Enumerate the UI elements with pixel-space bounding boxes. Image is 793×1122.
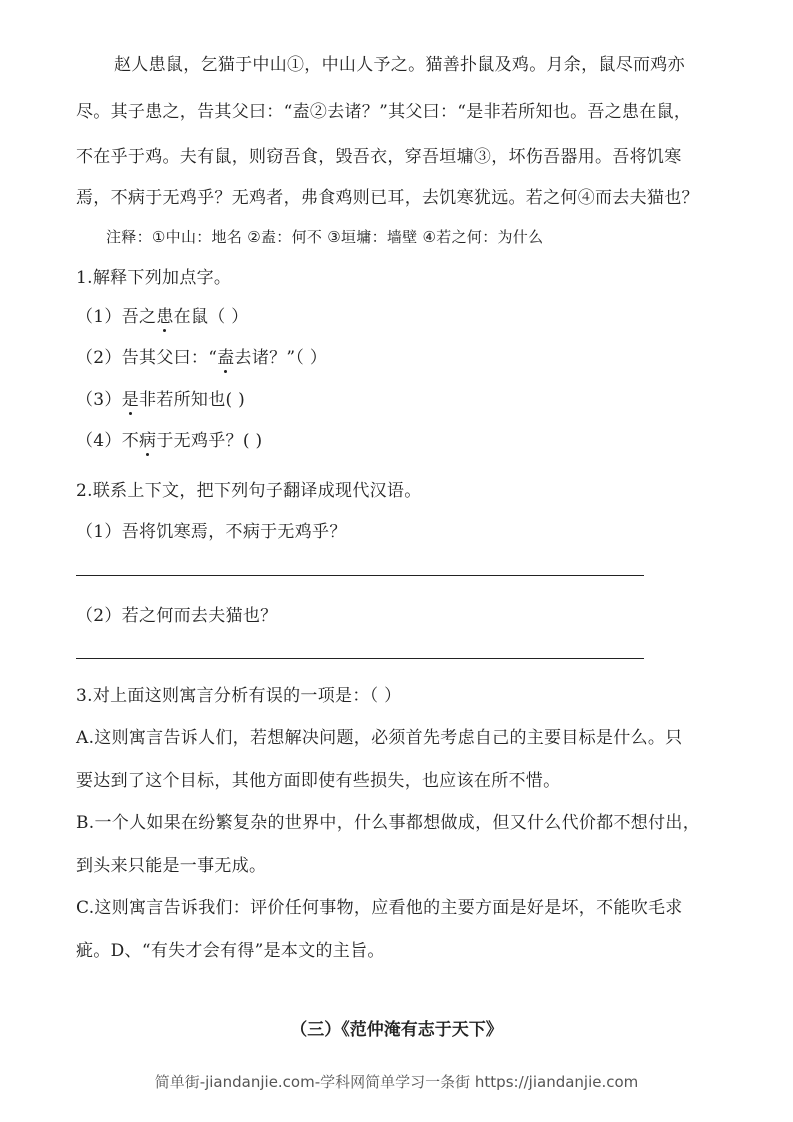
question-1-title: 1.解释下列加点字。	[76, 268, 232, 288]
question-3-title: 3.对上面这则寓言分析有误的一项是：（ ）	[76, 686, 402, 706]
option-line: 疵。D、“有失才会有得”是本文的主旨。	[76, 941, 385, 961]
section-title: （三）《范仲淹有志于天下》	[290, 1020, 503, 1040]
item-text: （1）吾之	[76, 307, 157, 327]
item-text: 在鼠（ ）	[173, 307, 249, 327]
option-line: B.一个人如果在纷繁复杂的世界中，什么事都想做成，但又什么代价都不想付出，	[76, 813, 700, 833]
dotted-char: 是	[121, 390, 140, 410]
item-text: （3）	[76, 390, 122, 410]
question-1-item	[76, 343, 327, 368]
option-line: C.这则寓言告诉我们：评价任何事物，应看他的主要方面是好是坏，不能吹毛求	[76, 898, 683, 918]
annotations: 注释：①中山：地名 ②盍：何不 ③垣墉：墙壁 ④若之何：为什么	[106, 228, 544, 246]
question-2-item: （2）若之何而去夫猫也？	[76, 606, 278, 626]
passage-line: 焉，不病于无鸡乎？无鸡者，弗食鸡则已耳，去饥寒犹远。若之何④而去夫猫也？	[76, 188, 699, 208]
passage-line: 不在乎于鸡。夫有鼠，则窃吾食，毁吾衣，穿吾垣墉③，坏伤吾器用。吾将饥寒	[76, 147, 682, 167]
dotted-char: 病	[139, 431, 157, 451]
footer-watermark: 简单街-jiandanjie.com-学科网简单学习一条街 https://jiandanjie.com	[154, 1073, 639, 1091]
dotted-char: 患	[156, 307, 174, 327]
question-1-item	[76, 426, 262, 451]
option-line: 到头来只能是一事无成。	[76, 856, 267, 876]
passage-line: 尽。其子患之，告其父曰：“盍②去诸？”其父曰：“是非若所知也。吾之患在鼠，	[76, 102, 692, 122]
item-text: 于无鸡乎？( )	[156, 431, 263, 451]
answer-line	[76, 575, 644, 576]
question-1-item	[76, 302, 249, 327]
question-1-item	[76, 385, 245, 410]
passage-line: 赵人患鼠，乞猫于中山①，中山人予之。猫善扑鼠及鸡。月余，鼠尽而鸡亦	[114, 55, 685, 75]
answer-line	[76, 658, 644, 659]
item-text: （4）不	[76, 431, 140, 451]
item-text: （2）告其父曰：“	[76, 348, 218, 368]
dotted-char: 盍	[217, 348, 235, 368]
item-text: 去诸？”（ ）	[234, 348, 328, 368]
question-2-title: 2.联系上下文，把下列句子翻译成现代汉语。	[76, 481, 422, 501]
option-line: 要达到了这个目标，其他方面即使有些损失，也应该在所不惜。	[76, 771, 561, 791]
item-text: 非若所知也( )	[139, 390, 246, 410]
question-2-item: （1）吾将饥寒焉，不病于无鸡乎？	[76, 522, 347, 542]
option-line: A.这则寓言告诉人们，若想解决问题，必须首先考虑自己的主要目标是什么。只	[76, 728, 683, 748]
